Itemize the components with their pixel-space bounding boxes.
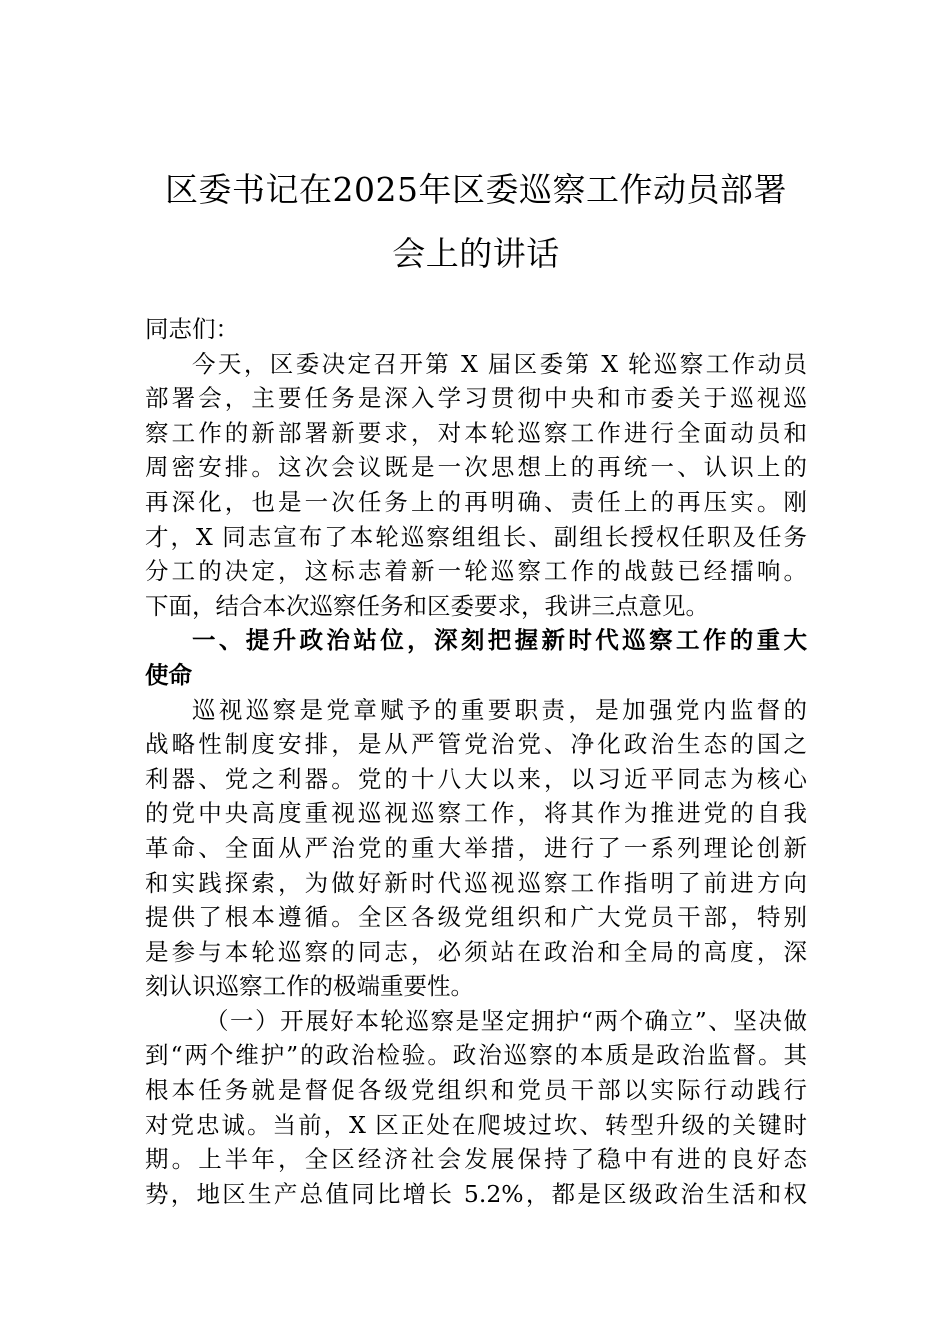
title-line-1: 区委书记在2025年区委巡察工作动员部署: [165, 170, 787, 209]
text-line: 期。上半年，全区经济社会发展保持了稳中有进的良好态: [145, 1145, 807, 1174]
text-line: 战略性制度安排，是从严管党治党、净化政治生态的国之: [145, 730, 807, 759]
text-line: （一）开展好本轮巡察是坚定拥护“两个确立”、坚决做: [205, 1006, 807, 1035]
text-line: 和实践探索，为做好新时代巡视巡察工作指明了前进方向: [145, 868, 807, 897]
heading-line: 一、提升政治站位，深刻把握新时代巡察工作的重大: [192, 626, 807, 655]
text-line: 今天，区委决定召开第 X 届区委第 X 轮巡察工作动员: [192, 349, 807, 378]
text-line: 利器、党之利器。党的十八大以来，以习近平同志为核心: [145, 764, 807, 793]
text-line: 才，X 同志宣布了本轮巡察组组长、副组长授权任职及任务: [145, 522, 807, 551]
text-line: 分工的决定，这标志着新一轮巡察工作的战鼓已经擂响。: [145, 557, 807, 586]
text-line: 部署会，主要任务是深入学习贯彻中央和市委关于巡视巡: [145, 384, 807, 413]
heading-line: 使命: [145, 660, 192, 689]
text-line: 势，地区生产总值同比增长 5.2%，都是区级政治生活和权: [145, 1179, 807, 1208]
text-line: 根本任务就是督促各级党组织和党员干部以实际行动践行: [145, 1076, 807, 1105]
text-line: 刻认识巡察工作的极端重要性。: [145, 972, 474, 1001]
document-body: [145, 312, 807, 1211]
paragraph-intro: [145, 347, 807, 624]
document-page: [145, 0, 807, 1211]
text-line: 察工作的新部署新要求，对本轮巡察工作进行全面动员和: [145, 418, 807, 447]
paragraph-subsection-1: [145, 1004, 807, 1212]
paragraph-mission: [145, 693, 807, 1004]
text-line: 的党中央高度重视巡视巡察工作，将其作为推进党的自我: [145, 799, 807, 828]
text-line: 周密安排。这次会议既是一次思想上的再统一、认识上的: [145, 453, 807, 482]
salutation: 同志们：: [145, 315, 239, 343]
page-title: [145, 0, 807, 286]
text-line: 下面，结合本次巡察任务和区委要求，我讲三点意见。: [145, 591, 709, 620]
text-line: 对党忠诚。当前，X 区正处在爬坡过坎、转型升级的关键时: [145, 1110, 807, 1139]
text-line: 巡视巡察是党章赋予的重要职责，是加强党内监督的: [192, 695, 807, 724]
text-line: 到“两个维护”的政治检验。政治巡察的本质是政治监督。其: [145, 1041, 807, 1070]
section-heading-1: [145, 623, 807, 692]
text-line: 革命、全面从严治党的重大举措，进行了一系列理论创新: [145, 833, 807, 862]
title-line-2: 会上的讲话: [392, 234, 560, 273]
text-line: 是参与本轮巡察的同志，必须站在政治和全局的高度，深: [145, 937, 807, 966]
text-line: 提供了根本遵循。全区各级党组织和广大党员干部，特别: [145, 903, 807, 932]
text-line: 再深化，也是一次任务上的再明确、责任上的再压实。刚: [145, 487, 807, 516]
